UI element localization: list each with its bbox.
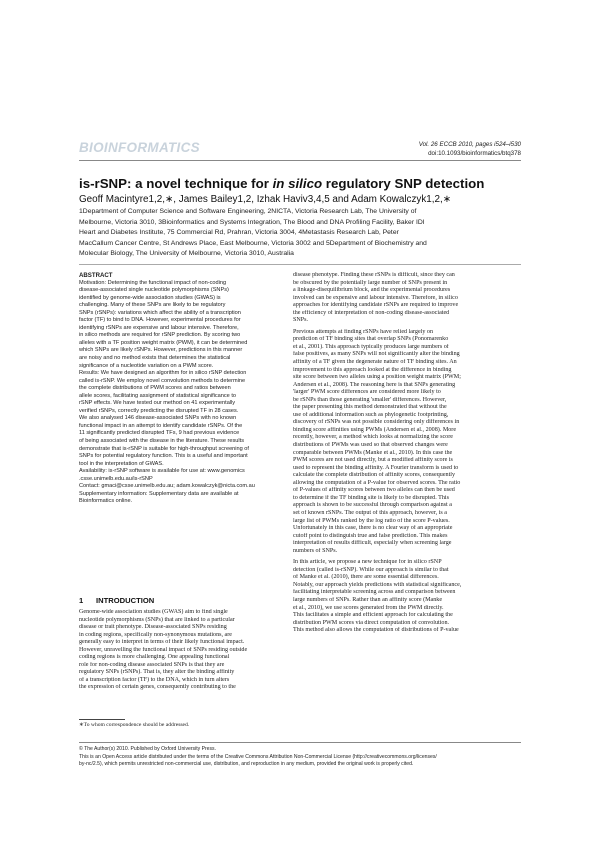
intro-line: in coding regions, specifically non-synonymous mutations, are (79, 631, 232, 638)
affiliation-line: 1Department of Computer Science and Software Engineering, 2NICTA, Victoria Research Lab, The University of (79, 208, 417, 215)
body-line: This method also allows the computation of distributions of P-value (293, 627, 459, 634)
abstract-line: called is-rSNP. We employ novel convolution methods to determine (79, 377, 246, 384)
abstract-line: We also analysed 146 disease-associated SNPs with no known (79, 415, 237, 422)
body-line: improvement to this approach looked at the difference in binding (293, 366, 452, 373)
abstract-line: significance of a nucleotide variation on a PWM score. (79, 362, 214, 369)
body-line: of P-values of affinity scores between two alleles can then be used (293, 487, 455, 494)
body-line: involved can be expensive and labour intensive. Therefore, in silico (293, 294, 458, 301)
body-line: numbers of SNPs. (293, 547, 338, 554)
body-line: recently, however, a method which looks at normalizing the score (293, 434, 453, 441)
abstract-line: in silico methods are required for rSNP prediction. By scoring two (79, 332, 241, 339)
body-line: PWM scores are not used directly, but a modified affinity score is (293, 457, 453, 464)
body-line: disease phenotype. Finding these rSNPs is difficult, since they can (293, 272, 455, 278)
abstract-line: verified rSNPs, correctly predicting the disrupted TF in 28 cases. (79, 407, 239, 414)
license-block (79, 746, 524, 769)
body-line: prediction of TF binding sites that overlap SNPs (Ponomarenko (293, 336, 449, 343)
title-italic: in silico (272, 176, 323, 191)
section-title: INTRODUCTION (96, 596, 155, 605)
volume-line: Vol. 26 ECCB 2010, pages i524–i530 (418, 141, 521, 148)
body-line: Unfortunately in this case, there is no clear way of an appropriate (293, 525, 453, 532)
intro-heading (79, 596, 154, 605)
body-line: SNPs. (293, 317, 309, 324)
abstract-line: are noisy and no method exists that determines the statistical (79, 355, 231, 362)
body-line: Andersen et al., 2008). The reasoning here is that SNPs generating (293, 381, 456, 388)
body-line: approaches for identifying candidate rSNPs are required to improve (293, 302, 459, 309)
body-line: the paper presenting this method demonstrated that without the (293, 404, 447, 411)
intro-line: of a transcription factor (TF) to the DNA, which in turn alters (79, 676, 230, 683)
abstract-line: Results: We have designed an algorithm for in silico rSNP detection (79, 370, 247, 377)
paper-title (79, 176, 529, 191)
body-line: set of known rSNPs. The output of this approach, however, is a (293, 509, 447, 516)
author-list: Geoff Macintyre1,2,∗, James Bailey1,2, Izhak Haviv3,4,5 and Adam Kowalczyk1,2,∗ (79, 194, 452, 205)
body-line: false positives, as many SNPs will not significantly alter the binding (293, 351, 460, 358)
abstract-heading: ABSTRACT (79, 272, 113, 279)
license-line: by-nc/2.5), which permits unrestricted non-commercial use, distribution, and reproduction in any medium, provided the original work is properly cited. (79, 761, 414, 768)
body-line: of Manke et al. (2010), there are some essential differences. (293, 574, 439, 581)
footnote-rule (79, 719, 125, 720)
abstract-line: .csse.unimelb.edu.au/is-rSNP (79, 475, 153, 482)
license-line: © The Author(s) 2010. Published by Oxford University Press. (79, 746, 217, 752)
body-line: discovery of rSNPs was not possible considering only differences in (293, 419, 460, 426)
body-line: large list of PWMs ranked by the log ratio of the score P-values. (293, 517, 450, 524)
abstract-line: factor (TF) to bind to DNA. However, experimental procedures for (79, 317, 241, 324)
abstract-line: which SNPs are likely rSNPs. However, predictions in this manner (79, 347, 243, 354)
body-line: used to represent the binding affinity. A Fourier transform is used to (293, 464, 459, 471)
abstract-line: identified by genome-wide association studies (GWAS) is (79, 294, 221, 301)
affiliation-line: Molecular Biology, The University of Melbourne, Victoria 3010, Australia (79, 250, 294, 258)
section-rule (79, 264, 521, 265)
body-line: affinity of a TF given the degenerate nature of TF binding sites. An (293, 359, 457, 366)
abstract-line: of being associated with the disease in the literature. These results (79, 438, 245, 445)
intro-line: role for non-coding disease associated SNPs is that they are (79, 661, 225, 668)
body-line: distribution PWM scores via direct computation of convolution. (293, 619, 450, 626)
affiliation-line: Heart and Diabetes Institute, 75 Commercial Rd, Prahran, Victoria 3004, 4Metastasis Research Lab, Peter (79, 229, 399, 237)
abstract-line: demonstrate that is-rSNP is suitable for high-throughput screening of (79, 445, 249, 452)
body-line: a linkage-disequilibrium block, and the experimental procedures (293, 287, 451, 294)
body-line: In this article, we propose a new technique for in silico rSNP (293, 559, 442, 566)
intro-line: However, unravelling the functional impact of SNPs residing outside (79, 646, 248, 653)
abstract-line: allele scores, facilitating assignment of statistical significance to (79, 392, 237, 399)
abstract-line: Motivation: Determining the functional impact of non-coding (79, 279, 227, 286)
body-line: calculate the complete distribution of affinity scores, consequently (293, 472, 455, 479)
body-line: site score between two alleles using a position weight matrix (PWM; (293, 374, 461, 381)
body-line: be rSNPs than those generating 'smaller' differences. However, (293, 396, 447, 403)
body-line: use of additional information such as phylogenetic footprinting, (293, 411, 449, 418)
body-line: detection (called is-rSNP). While our approach is similar to that (293, 566, 449, 573)
intro-line: nucleotide polymorphisms (SNPs) that are linked to a particular (79, 616, 235, 623)
body-line: cutoff point to distinguish true and false prediction. This makes (293, 532, 448, 539)
body-line: 'larger' PWM score differences are considered more likely to (293, 389, 441, 396)
abstract-line: 11 significantly predicted disrupted TFs, 9 had previous evidence (79, 430, 240, 437)
body-line: large numbers of SNPs. Rather than an affinity score (Manke (293, 596, 443, 603)
body-line: interpretation of results difficult, especially when screening large (293, 540, 452, 547)
body-line: allowing the computation of a P-value for observed scores. The ratio (293, 479, 461, 486)
abstract-line: SNPs (rSNPs): variations which affect the ability of a transcription (79, 309, 241, 316)
body-line: comparable between PWMs (Manke et al., 2010). In this case the (293, 449, 453, 456)
abstract-line: SNPs for potential regulatory function. This is a useful and important (79, 453, 248, 460)
abstract-line: tool in the interpretation of GWAS. (79, 460, 164, 467)
doi-line: doi:10.1093/bioinformatics/btq378 (428, 149, 521, 157)
intro-text (79, 609, 284, 692)
footer-rule (79, 742, 521, 743)
abstract-line: Contact: gmaci@csse.unimelb.edu.au; adam.kowalczyk@nicta.com.au (79, 483, 255, 490)
body-line: to determine if the TF binding site is likely to be disrupted. This (293, 494, 449, 501)
license-line: This is an Open Access article distributed under the terms of the Creative Commons Attribution Non-Commercial License (http://creativecommons.org/licenses/ (79, 753, 437, 760)
abstract-line: alleles with a TF position weight matrix (PWM), it can be determined (79, 339, 248, 346)
abstract-line: Supplementary information: Supplementary data are available at (79, 490, 239, 497)
intro-line: regulatory SNPs (rSNPs). That is, they alter the binding affinity (79, 669, 235, 676)
body-line: distributions of PWMs was used so that observed changes were (293, 442, 448, 449)
body-line: binding score affinities using PWMs (Andersen et al., 2008). More (293, 426, 457, 433)
intro-line: disease or trait phenotype. Disease-associated SNPs residing (79, 624, 227, 631)
abstract-column (79, 272, 284, 506)
publication-info (419, 141, 521, 158)
affiliation-line: Melbourne, Victoria 3010, 3Bioinformatics and Systems Integration, The Blood and DNA Profiling Facility, Baker IDI (79, 218, 425, 226)
header-rule (79, 160, 521, 161)
body-line: This facilitates a simple and efficient approach for calculating the (293, 612, 453, 619)
section-number: 1 (79, 596, 84, 605)
abstract-line: the complete distributions of PWM scores and ratios between (79, 385, 231, 392)
body-line: Previous attempts at finding rSNPs have relied largely on (293, 328, 434, 335)
title-part2: regulatory SNP detection (322, 176, 485, 191)
body-line: facilitating interpretable screening across and comparison between (293, 589, 456, 596)
intro-line: coding regions is more challenging. One appealing functional (79, 654, 230, 661)
title-part1: is-rSNP: a novel technique for (79, 176, 273, 191)
body-line: et al., 2001). This approach typically produces large numbers of (293, 343, 449, 350)
journal-name: BIOINFORMATICS (79, 140, 200, 155)
intro-line: the expression of certain genes, consequently contributing to the (79, 684, 236, 691)
abstract-line: Availability: is-rSNP software is available for use at: www.genomics (79, 468, 245, 475)
footnote: ∗To whom correspondence should be addressed. (79, 722, 190, 728)
body-line: Notably, our approach yields predictions with statistical significance, (293, 581, 462, 588)
affiliation-line: MacCallum Cancer Centre, St Andrews Place, East Melbourne, Victoria 3002 and 5Department of Biochemistry and (79, 239, 427, 247)
abstract-line: functional impact in an attempt to identify candidate rSNPs. Of the (79, 422, 243, 429)
body-line: be obscured by the potentially large number of SNPs present in (293, 279, 448, 286)
abstract-line: challenging. Many of these SNPs are likely to be regulatory (79, 302, 226, 309)
abstract-line: disease-associated single nucleotide polymorphisms (SNPs) (79, 287, 229, 294)
affiliations (79, 207, 524, 260)
abstract-line: identifying rSNPs are expensive and labour intensive. Therefore, (79, 324, 239, 331)
abstract-line: Bioinformatics online. (79, 498, 133, 505)
body-line: approach is shown to be successful through comparison against a (293, 502, 452, 509)
right-column (293, 272, 521, 635)
intro-line: generally easy to interpret in terms of their likely functional impact. (79, 639, 245, 646)
body-line: et al., 2010), we use scores generated from the PWM directly. (293, 604, 444, 611)
intro-line: Genome-wide association studies (GWAS) aim to find single (79, 609, 228, 615)
body-line: the efficiency of interpretation of non-coding disease-associated (293, 309, 450, 316)
abstract-line: rSNP effects. We have tested our method on 41 experimentally (79, 400, 236, 407)
